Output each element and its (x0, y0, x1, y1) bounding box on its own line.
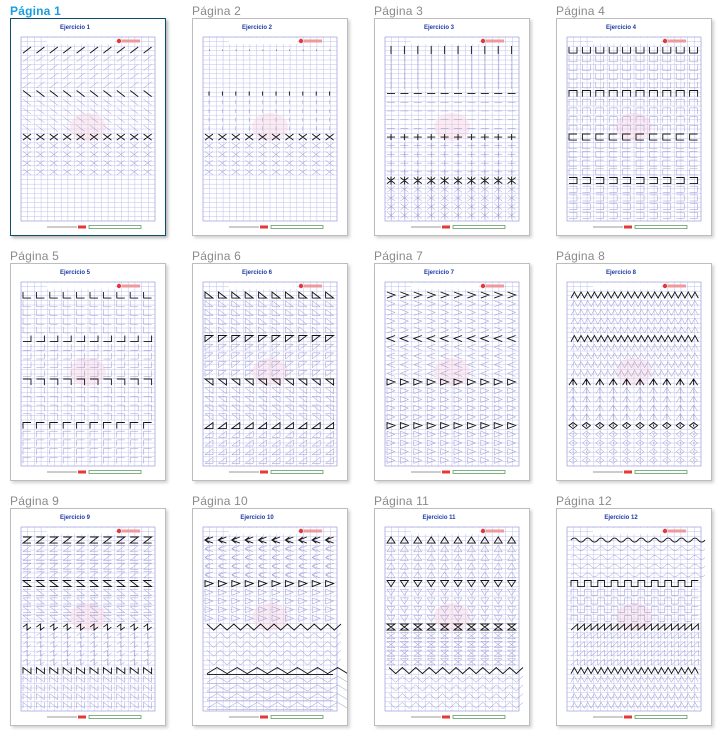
worksheet-preview[interactable] (192, 508, 348, 726)
tracing-row (23, 546, 152, 552)
tracing-row (569, 186, 698, 192)
tracing-row (387, 581, 516, 587)
tracing-row (207, 633, 341, 639)
tracing-row (387, 301, 516, 307)
tracing-row (23, 589, 152, 595)
worksheet-grid (193, 264, 347, 480)
tracing-row (207, 685, 347, 692)
publisher-logo (299, 39, 303, 43)
tracing-row (387, 344, 516, 350)
worksheet-preview[interactable] (556, 18, 712, 236)
tracing-row (571, 581, 698, 587)
tracing-row (391, 72, 512, 80)
tracing-row (387, 431, 516, 437)
publisher-logo (663, 39, 667, 43)
tracing-row (205, 423, 334, 429)
tracing-row (569, 143, 698, 149)
tracing-row (391, 55, 512, 63)
tracing-row (387, 554, 516, 560)
tracing-row (205, 301, 334, 307)
exercise-title: Ejercicio 6 (241, 270, 273, 276)
publisher-logo (299, 529, 303, 533)
tracing-row (23, 143, 152, 149)
tracing-row (571, 702, 698, 708)
tracing-row (569, 388, 698, 394)
tracing-row (23, 327, 152, 333)
tracing-row (571, 555, 705, 559)
tracing-row (205, 449, 334, 455)
tracing-row (23, 702, 152, 708)
tracing-row (23, 309, 152, 315)
tracing-row (569, 91, 698, 97)
tracing-row (23, 449, 152, 455)
tracing-row (571, 538, 705, 542)
page-thumbnail-12[interactable] (554, 492, 717, 734)
tracing-row (569, 99, 698, 105)
tracing-row (23, 336, 152, 342)
worksheet-preview[interactable] (556, 508, 712, 726)
tracing-row (571, 309, 698, 315)
worksheet-preview[interactable] (192, 18, 348, 236)
page-label[interactable]: Página 4 (556, 4, 605, 18)
tracing-row (571, 633, 698, 639)
publisher-logo (481, 284, 485, 288)
worksheet-preview[interactable] (192, 263, 348, 481)
tracing-row (205, 327, 334, 333)
tracing-row (23, 388, 152, 394)
worksheet-grid (11, 264, 165, 480)
tracing-row (205, 457, 334, 463)
tracing-row (569, 82, 698, 88)
exercise-title: Ejercicio 10 (240, 515, 274, 521)
page-thumbnail-6[interactable] (190, 247, 362, 489)
tracing-row (23, 47, 152, 53)
tracing-row (205, 589, 334, 595)
exercise-title: Ejercicio 7 (423, 270, 455, 276)
exercise-title: Ejercicio 3 (423, 25, 455, 31)
tracing-row (205, 414, 334, 420)
exercise-title: Ejercicio 1 (59, 25, 91, 31)
tracing-row (23, 668, 152, 674)
worksheet-grid (11, 509, 165, 725)
tracing-row (205, 388, 334, 394)
tracing-row (23, 423, 152, 429)
tracing-row (571, 344, 698, 350)
tracing-row (387, 572, 516, 578)
tracing-row (23, 169, 152, 175)
page-label[interactable]: Página 10 (192, 494, 248, 508)
tracing-row (23, 99, 152, 105)
tracing-row (387, 659, 516, 665)
worksheet-grid (557, 19, 711, 235)
page-thumbnail-1[interactable] (8, 2, 180, 244)
tracing-row (569, 204, 698, 210)
page-label[interactable]: Página 1 (10, 4, 61, 18)
worksheet-preview[interactable] (556, 263, 712, 481)
page-label[interactable]: Página 12 (556, 494, 612, 508)
exercise-title: Ejercicio 5 (59, 270, 91, 276)
worksheet-grid (557, 264, 711, 480)
page-label[interactable]: Página 5 (10, 249, 59, 263)
tracing-row (23, 414, 152, 420)
tracing-row (207, 702, 347, 709)
tracing-row (387, 423, 516, 429)
tracing-row (205, 581, 334, 587)
tracing-row (23, 572, 152, 578)
tracing-row (23, 82, 152, 88)
tracing-row (205, 143, 334, 149)
worksheet-preview[interactable] (10, 18, 166, 236)
worksheet-grid (375, 509, 529, 725)
worksheet-grid (375, 264, 529, 480)
page-thumbnail-7[interactable] (372, 247, 544, 489)
worksheet-grid (11, 19, 165, 235)
tracing-row (209, 109, 330, 113)
tracing-row (389, 694, 523, 700)
tracing-row (571, 589, 698, 595)
publisher-logo (117, 284, 121, 288)
exercise-title: Ejercicio 8 (605, 270, 637, 276)
tracing-row (23, 676, 152, 682)
tracing-row (205, 292, 334, 298)
tracing-row (23, 301, 152, 307)
tracing-row (569, 56, 698, 62)
tracing-row (205, 336, 334, 342)
tracing-row (387, 336, 516, 342)
exercise-title: Ejercicio 2 (241, 25, 273, 31)
page-thumbnail-4[interactable] (554, 2, 717, 244)
tracing-row (571, 668, 698, 674)
publisher-logo (663, 529, 667, 533)
worksheet-grid (193, 509, 347, 725)
tracing-row (387, 589, 516, 595)
tracing-row (387, 546, 516, 552)
tracing-row (387, 414, 516, 420)
tracing-row (571, 659, 698, 665)
page-thumbnail-9[interactable] (8, 492, 180, 734)
tracing-row (569, 449, 698, 455)
tracing-row (209, 100, 330, 104)
page-thumbnail-10[interactable] (190, 492, 362, 734)
page-label[interactable]: Página 8 (556, 249, 605, 263)
tracing-row (387, 292, 516, 298)
worksheet-preview[interactable] (374, 508, 530, 726)
page-label[interactable]: Página 11 (374, 494, 429, 508)
tracing-row (23, 554, 152, 560)
worksheet-preview[interactable] (374, 263, 530, 481)
tracing-row (205, 309, 334, 315)
tracing-row (569, 212, 698, 218)
tracing-row (571, 336, 698, 342)
tracing-row (387, 143, 516, 149)
page-label[interactable]: Página 6 (192, 249, 241, 263)
tracing-row (569, 431, 698, 437)
publisher-logo (481, 39, 485, 43)
tracing-row (23, 292, 152, 298)
publisher-logo (481, 529, 485, 533)
tracing-row (207, 659, 341, 665)
worksheet-grid (557, 509, 711, 725)
tracing-row (207, 676, 347, 683)
tracing-row (23, 431, 152, 437)
tracing-row (571, 292, 698, 298)
tracing-row (387, 537, 516, 543)
worksheet-preview[interactable] (10, 508, 166, 726)
tracing-row (387, 211, 516, 219)
tracing-row (569, 64, 698, 70)
tracing-row (571, 573, 705, 577)
tracing-row (387, 185, 516, 193)
publisher-logo (663, 284, 667, 288)
tracing-row (571, 301, 698, 307)
tracing-row (387, 309, 516, 315)
publisher-logo (117, 529, 121, 533)
tracing-row (387, 388, 516, 394)
worksheet-grid (193, 19, 347, 235)
tracing-row (205, 431, 334, 437)
tracing-row (387, 633, 516, 639)
tracing-row (569, 414, 698, 420)
exercise-title: Ejercicio 12 (604, 515, 638, 521)
tracing-row (23, 537, 152, 543)
tracing-row (23, 91, 152, 97)
tracing-row (23, 457, 152, 463)
tracing-row (205, 344, 334, 350)
tracing-row (387, 177, 516, 185)
tracing-row (571, 694, 698, 700)
page-label[interactable]: Página 9 (10, 494, 59, 508)
tracing-row (387, 449, 516, 455)
page-thumbnail-11[interactable] (372, 492, 544, 734)
tracing-row (205, 572, 334, 578)
tracing-row (391, 46, 512, 54)
tracing-row (387, 203, 516, 211)
tracing-row (569, 47, 698, 53)
publisher-logo (117, 39, 121, 43)
page-thumbnail-5[interactable] (8, 247, 180, 489)
tracing-row (205, 537, 334, 543)
exercise-title: Ejercicio 4 (605, 25, 637, 31)
page-label[interactable]: Página 2 (192, 4, 241, 18)
tracing-row (571, 564, 705, 568)
page-thumbnail-2[interactable] (190, 2, 362, 244)
tracing-row (571, 676, 698, 682)
tracing-row (389, 676, 523, 682)
tracing-row (23, 64, 152, 70)
tracing-row (23, 633, 152, 639)
page-thumbnail-8[interactable] (554, 247, 717, 489)
tracing-row (23, 659, 152, 665)
worksheet-preview[interactable] (10, 263, 166, 481)
page-label[interactable]: Página 7 (374, 249, 423, 263)
tracing-row (387, 169, 516, 175)
tracing-row (569, 423, 698, 429)
exercise-title: Ejercicio 9 (59, 515, 91, 521)
tracing-row (389, 702, 523, 708)
tracing-row (205, 169, 334, 175)
tracing-row (205, 554, 334, 560)
tracing-row (23, 581, 152, 587)
tracing-row (389, 668, 523, 674)
tracing-row (569, 169, 698, 175)
worksheet-grid (375, 19, 529, 235)
tracing-row (569, 457, 698, 463)
page-thumbnail-3[interactable] (372, 2, 544, 244)
tracing-row (23, 694, 152, 700)
exercise-title: Ejercicio 11 (422, 515, 456, 521)
publisher-logo (299, 284, 303, 288)
tracing-row (205, 546, 334, 552)
tracing-row (207, 668, 347, 675)
tracing-row (387, 327, 516, 333)
tracing-row (23, 56, 152, 62)
tracing-row (571, 327, 698, 333)
tracing-row (23, 344, 152, 350)
page-label[interactable]: Página 3 (374, 4, 423, 18)
tracing-row (387, 457, 516, 463)
worksheet-preview[interactable] (374, 18, 530, 236)
tracing-row (569, 178, 698, 184)
